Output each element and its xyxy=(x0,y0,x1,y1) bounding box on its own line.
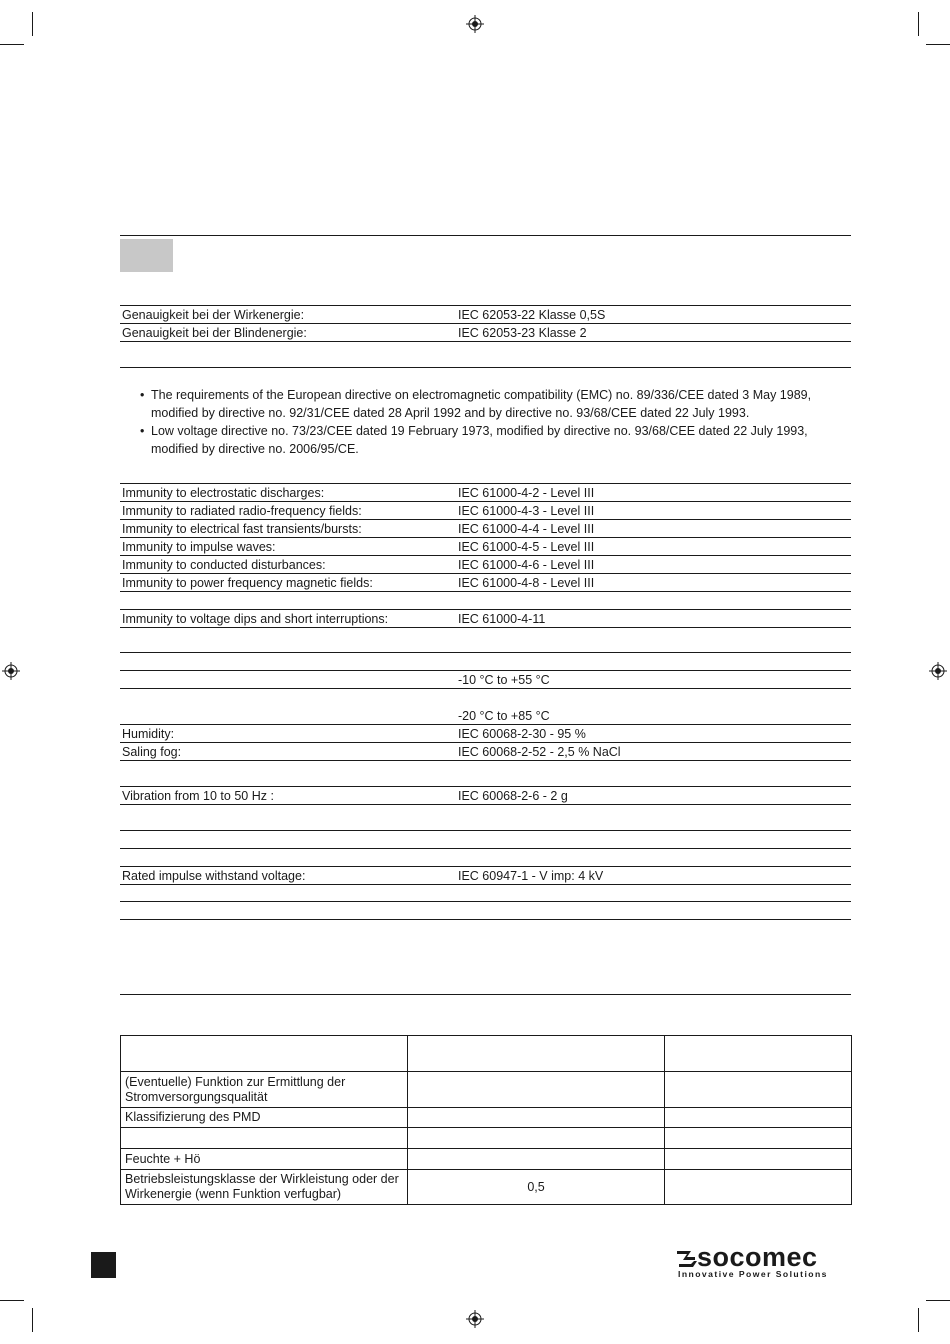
table-cell: 0,5 xyxy=(407,1170,665,1205)
crop-mark xyxy=(918,12,919,36)
section-divider xyxy=(120,830,851,831)
table-row xyxy=(121,1036,852,1072)
row-label: Immunity to power frequency magnetic fields: xyxy=(122,576,373,590)
page-number-block xyxy=(91,1252,116,1278)
table-cell: Klassifizierung des PMD xyxy=(121,1108,408,1128)
table-cell xyxy=(665,1149,852,1170)
table-row xyxy=(120,671,851,689)
table-row xyxy=(120,484,851,502)
table-row xyxy=(121,1128,852,1149)
row-value: IEC 61000-4-8 - Level III xyxy=(458,576,595,590)
row-label: Saling fog: xyxy=(122,745,182,759)
row-label: Vibration from 10 to 50 Hz : xyxy=(122,789,274,803)
table-cell: (Eventuelle) Funktion zur Ermittlung der Stromversorgungsqualität xyxy=(121,1072,408,1108)
table-cell xyxy=(121,1036,408,1072)
table-cell xyxy=(665,1036,852,1072)
crop-mark xyxy=(918,1308,919,1332)
row-value: IEC 60068-2-52 - 2,5 % NaCl xyxy=(458,745,621,759)
storage-temperature-value: -20 °C to +85 °C xyxy=(458,709,550,723)
row-value: IEC 61000-4-5 - Level III xyxy=(458,540,595,554)
table-cell: Feuchte + Hö xyxy=(121,1149,408,1170)
table-row xyxy=(120,520,851,538)
registration-mark-icon xyxy=(929,662,947,680)
socomec-logo-icon xyxy=(677,1250,697,1268)
row-label: Genauigkeit bei der Wirkenergie: xyxy=(122,308,305,322)
crop-mark xyxy=(0,44,24,45)
table-cell xyxy=(665,1170,852,1205)
table-rule xyxy=(120,848,851,849)
table-cell: Betriebsleistungsklasse der Wirkleistung oder der Wirkenergie (wenn Funktion verfugbar) xyxy=(121,1170,408,1205)
section-number-box xyxy=(120,239,173,272)
table-rule xyxy=(120,919,851,920)
row-label: Immunity to voltage dips and short interruptions: xyxy=(122,612,389,626)
row-label: Immunity to radiated radio-frequency fields: xyxy=(122,504,362,518)
table-row xyxy=(120,502,851,520)
row-value: IEC 61000-4-2 - Level III xyxy=(458,486,595,500)
table-row xyxy=(121,1108,852,1128)
crop-mark xyxy=(926,1300,950,1301)
registration-mark-icon xyxy=(466,1310,484,1328)
table-row xyxy=(120,653,851,671)
crop-mark xyxy=(32,12,33,36)
table-cell xyxy=(407,1128,665,1149)
list-item: • Low voltage directive no. 73/23/CEE dated 19 February 1973, modified by directive no. 93/68/CEE dated 22 July 1993, modified by directive no. 2006/95/CE. xyxy=(140,422,855,458)
section-divider xyxy=(120,235,851,236)
table-row xyxy=(120,787,851,805)
row-value: IEC 60068-2-6 - 2 g xyxy=(458,789,568,803)
table-row xyxy=(120,592,851,610)
row-label: Immunity to conducted disturbances: xyxy=(122,558,326,572)
row-value: IEC 60947-1 - V imp: 4 kV xyxy=(458,869,604,883)
row-label: Rated impulse withstand voltage: xyxy=(122,869,306,883)
list-item: • The requirements of the European directive on electromagnetic compatibility (EMC) no. 89/336/CEE dated 3 May 1989, modified by directive no. 92/31/CEE dated 28 April 1992 and by directive no. 93/68/CEE dated 22 July 1993. xyxy=(140,386,855,422)
operating-temperature-value: -10 °C to +55 °C xyxy=(458,673,550,687)
table-row xyxy=(121,1170,852,1205)
section-divider xyxy=(120,994,851,995)
table-cell xyxy=(665,1128,852,1149)
row-label: Humidity: xyxy=(122,727,175,741)
crop-mark xyxy=(0,1300,24,1301)
table-row xyxy=(120,707,851,725)
brand-name: socomec xyxy=(697,1242,818,1272)
row-label: Immunity to electrostatic discharges: xyxy=(122,486,325,500)
table-row xyxy=(120,743,851,761)
table-cell xyxy=(407,1149,665,1170)
brand-logo xyxy=(677,1242,853,1282)
brand-tagline: Innovative Power Solutions xyxy=(678,1269,828,1279)
table-row xyxy=(120,324,851,342)
table-row xyxy=(120,556,851,574)
table-cell xyxy=(121,1128,408,1149)
row-label: Immunity to impulse waves: xyxy=(122,540,276,554)
table-cell xyxy=(665,1108,852,1128)
row-value: IEC 62053-22 Klasse 0,5S xyxy=(458,308,606,322)
table-row xyxy=(120,574,851,592)
row-value: IEC 61000-4-4 - Level III xyxy=(458,522,595,536)
row-value: IEC 61000-4-3 - Level III xyxy=(458,504,595,518)
crop-mark xyxy=(32,1308,33,1332)
section-divider xyxy=(120,367,851,368)
row-label: Immunity to electrical fast transients/bursts: xyxy=(122,522,362,536)
table-row xyxy=(121,1149,852,1170)
table-rule xyxy=(120,901,851,902)
table-cell xyxy=(407,1108,665,1128)
row-value: IEC 62053-23 Klasse 2 xyxy=(458,326,587,340)
row-value: IEC 61000-4-6 - Level III xyxy=(458,558,595,572)
pmd-table xyxy=(120,1035,852,1205)
table-row xyxy=(120,689,851,707)
table-row xyxy=(120,725,851,743)
table-row xyxy=(120,610,851,628)
registration-mark-icon xyxy=(2,662,20,680)
table-cell xyxy=(407,1036,665,1072)
row-value: IEC 60068-2-30 - 95 % xyxy=(458,727,586,741)
directive-list xyxy=(140,386,855,458)
table-cell xyxy=(665,1072,852,1108)
row-value: IEC 61000-4-11 xyxy=(458,612,546,626)
row-label: Genauigkeit bei der Blindenergie: xyxy=(122,326,307,340)
table-row xyxy=(120,867,851,885)
table-row xyxy=(120,538,851,556)
table-cell xyxy=(407,1072,665,1108)
table-row xyxy=(121,1072,852,1108)
registration-mark-icon xyxy=(466,15,484,33)
crop-mark xyxy=(926,44,950,45)
table-row xyxy=(120,306,851,324)
